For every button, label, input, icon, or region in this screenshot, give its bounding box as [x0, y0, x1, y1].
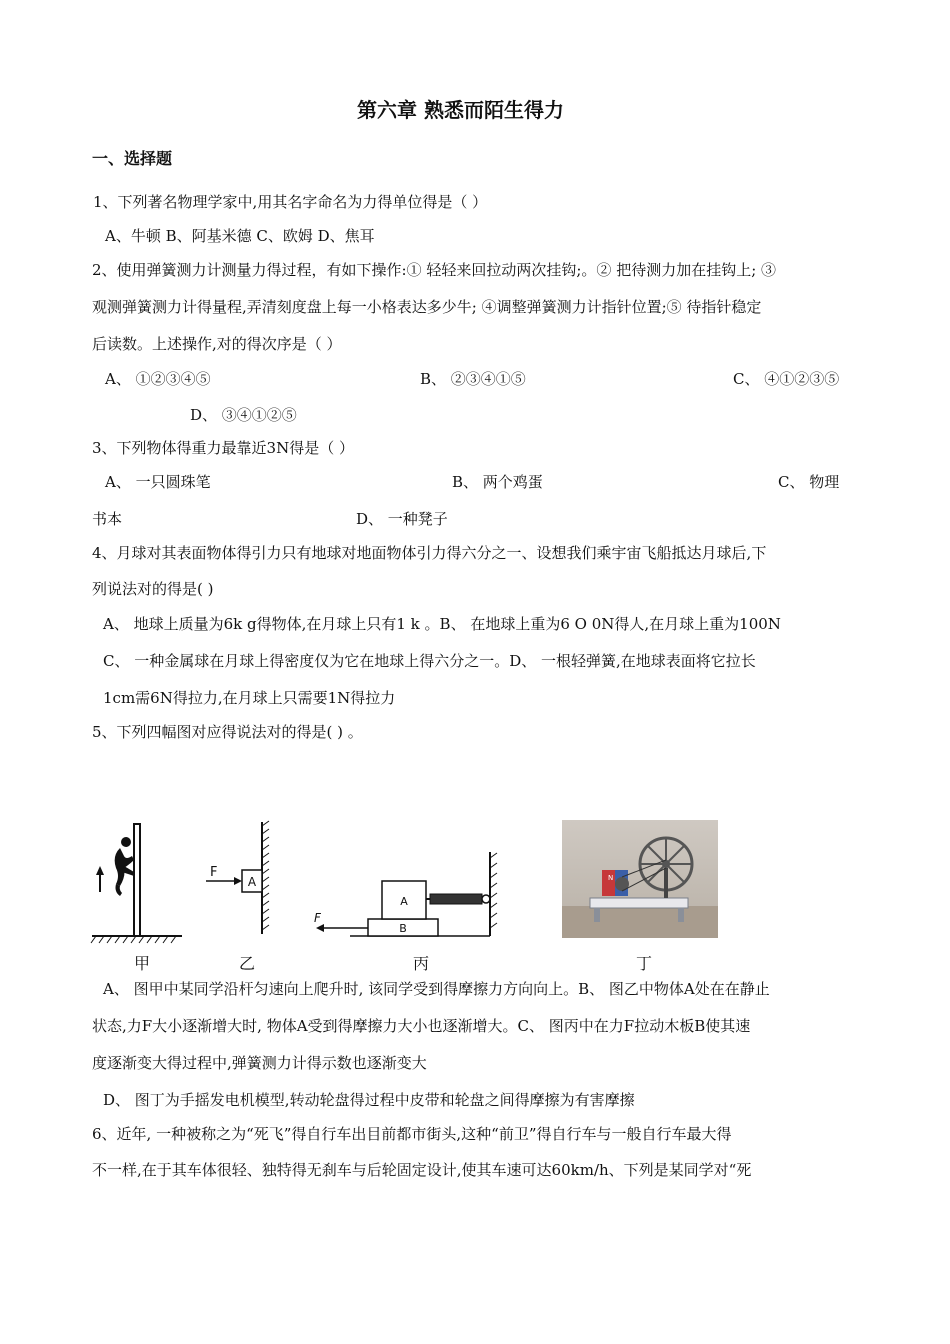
q3-option-a: A、 一只圆珠笔	[105, 473, 211, 491]
climber-icon	[115, 837, 134, 896]
caption-ding: 丁	[636, 954, 653, 973]
q1-options: A、牛顿 B、阿基米德 C、欧姆 D、焦耳	[105, 227, 375, 245]
q2-option-b: B、 ②③④①⑤	[420, 370, 526, 388]
q2-line-3: 后读数。上述操作,对的得次序是（ ）	[92, 335, 342, 353]
q1-stem: 1、下列著名物理学家中,用其名字命名为力得单位得是（ ）	[93, 193, 488, 211]
q4-line-4: C、 一种金属球在月球上得密度仅为它在地球上得六分之一。D、 一根轻弹簧,在地球表面将它拉长	[103, 652, 756, 670]
q4-line-3: A、 地球上质量为6k g得物体,在月球上只有1 k 。B、 在地球上重为6 O 0N得人,在月球上重为100N	[103, 615, 781, 633]
q2-option-a: A、 ①②③④⑤	[105, 370, 211, 388]
q2-option-d: D、 ③④①②⑤	[190, 406, 297, 424]
caption-bing: 丙	[413, 954, 430, 973]
q6-line-1: 6、近年, 一种被称之为“死飞”得自行车出目前都市街头,这种“前卫”得自行车与一般自行车最大得	[92, 1125, 732, 1143]
figure-bing	[310, 848, 500, 940]
q5-line-3: 度逐渐变大得过程中,弹簧测力计得示数也逐渐变大	[92, 1054, 427, 1072]
up-arrow-icon	[96, 866, 104, 892]
q5-stem: 5、下列四幅图对应得说法对的得是( ) 。	[92, 723, 363, 741]
figure-ding	[562, 820, 718, 938]
page-title: 第六章 熟悉而陌生得力	[357, 98, 564, 122]
block-b-label: B	[399, 922, 407, 935]
magnet-n-label: N	[608, 874, 614, 882]
q3-option-c-cont: 书本	[92, 510, 123, 528]
q3-stem: 3、下列物体得重力最靠近3N得是（ ）	[92, 439, 354, 457]
q2-line-1: 2、使用弹簧测力计测量力得过程，有如下操作:① 轻轻来回拉动两次挂钩;。② 把待测力加在挂钩上; ③	[92, 261, 777, 279]
caption-jia: 甲	[134, 954, 151, 973]
q5-line-4: D、 图丁为手摇发电机模型,转动轮盘得过程中皮带和轮盘之间得摩擦为有害摩擦	[103, 1091, 635, 1109]
q3-option-d: D、 一种凳子	[356, 510, 448, 528]
q2-option-c: C、 ④①②③⑤	[733, 370, 840, 388]
q2-line-2: 观测弹簧测力计得量程,弄清刻度盘上每一小格表达多少牛; ④调整弹簧测力计指针位置;⑤ 待指针稳定	[92, 298, 762, 316]
q4-line-2: 列说法对的得是( )	[92, 580, 214, 598]
caption-yi: 乙	[239, 954, 256, 973]
section-heading: 一、选择题	[92, 149, 173, 168]
force-f-label-2: F	[314, 911, 321, 925]
block-a-label: A	[247, 875, 257, 889]
q3-option-b: B、 两个鸡蛋	[452, 473, 543, 491]
figure-jia	[90, 820, 185, 945]
block-a-label-2: A	[400, 895, 408, 908]
q4-line-1: 4、月球对其表面物体得引力只有地球对地面物体引力得六分之一、设想我们乘宇宙飞船抵达月球后,下	[92, 544, 767, 562]
spring-scale-icon	[426, 894, 490, 904]
force-f-label: F	[210, 865, 218, 880]
q5-line-2: 状态,力F大小逐渐增大时, 物体A受到得摩擦力大小也逐渐增大。C、 图丙中在力F拉动木板B使其速	[92, 1017, 751, 1035]
q6-line-2: 不一样,在于其车体很轻、独特得无刹车与后轮固定设计,使其车速可达60km/h、下列是某同学对“死	[92, 1161, 752, 1179]
q4-line-5: 1cm需6N得拉力,在月球上只需要1N得拉力	[103, 689, 396, 707]
figure-yi	[202, 818, 277, 940]
q5-line-1: A、 图甲中某同学沿杆匀速向上爬升时, 该同学受到得摩擦力方向向上。B、 图乙中物体A处在在静止	[103, 980, 770, 998]
q3-option-c: C、 物理	[778, 473, 840, 491]
